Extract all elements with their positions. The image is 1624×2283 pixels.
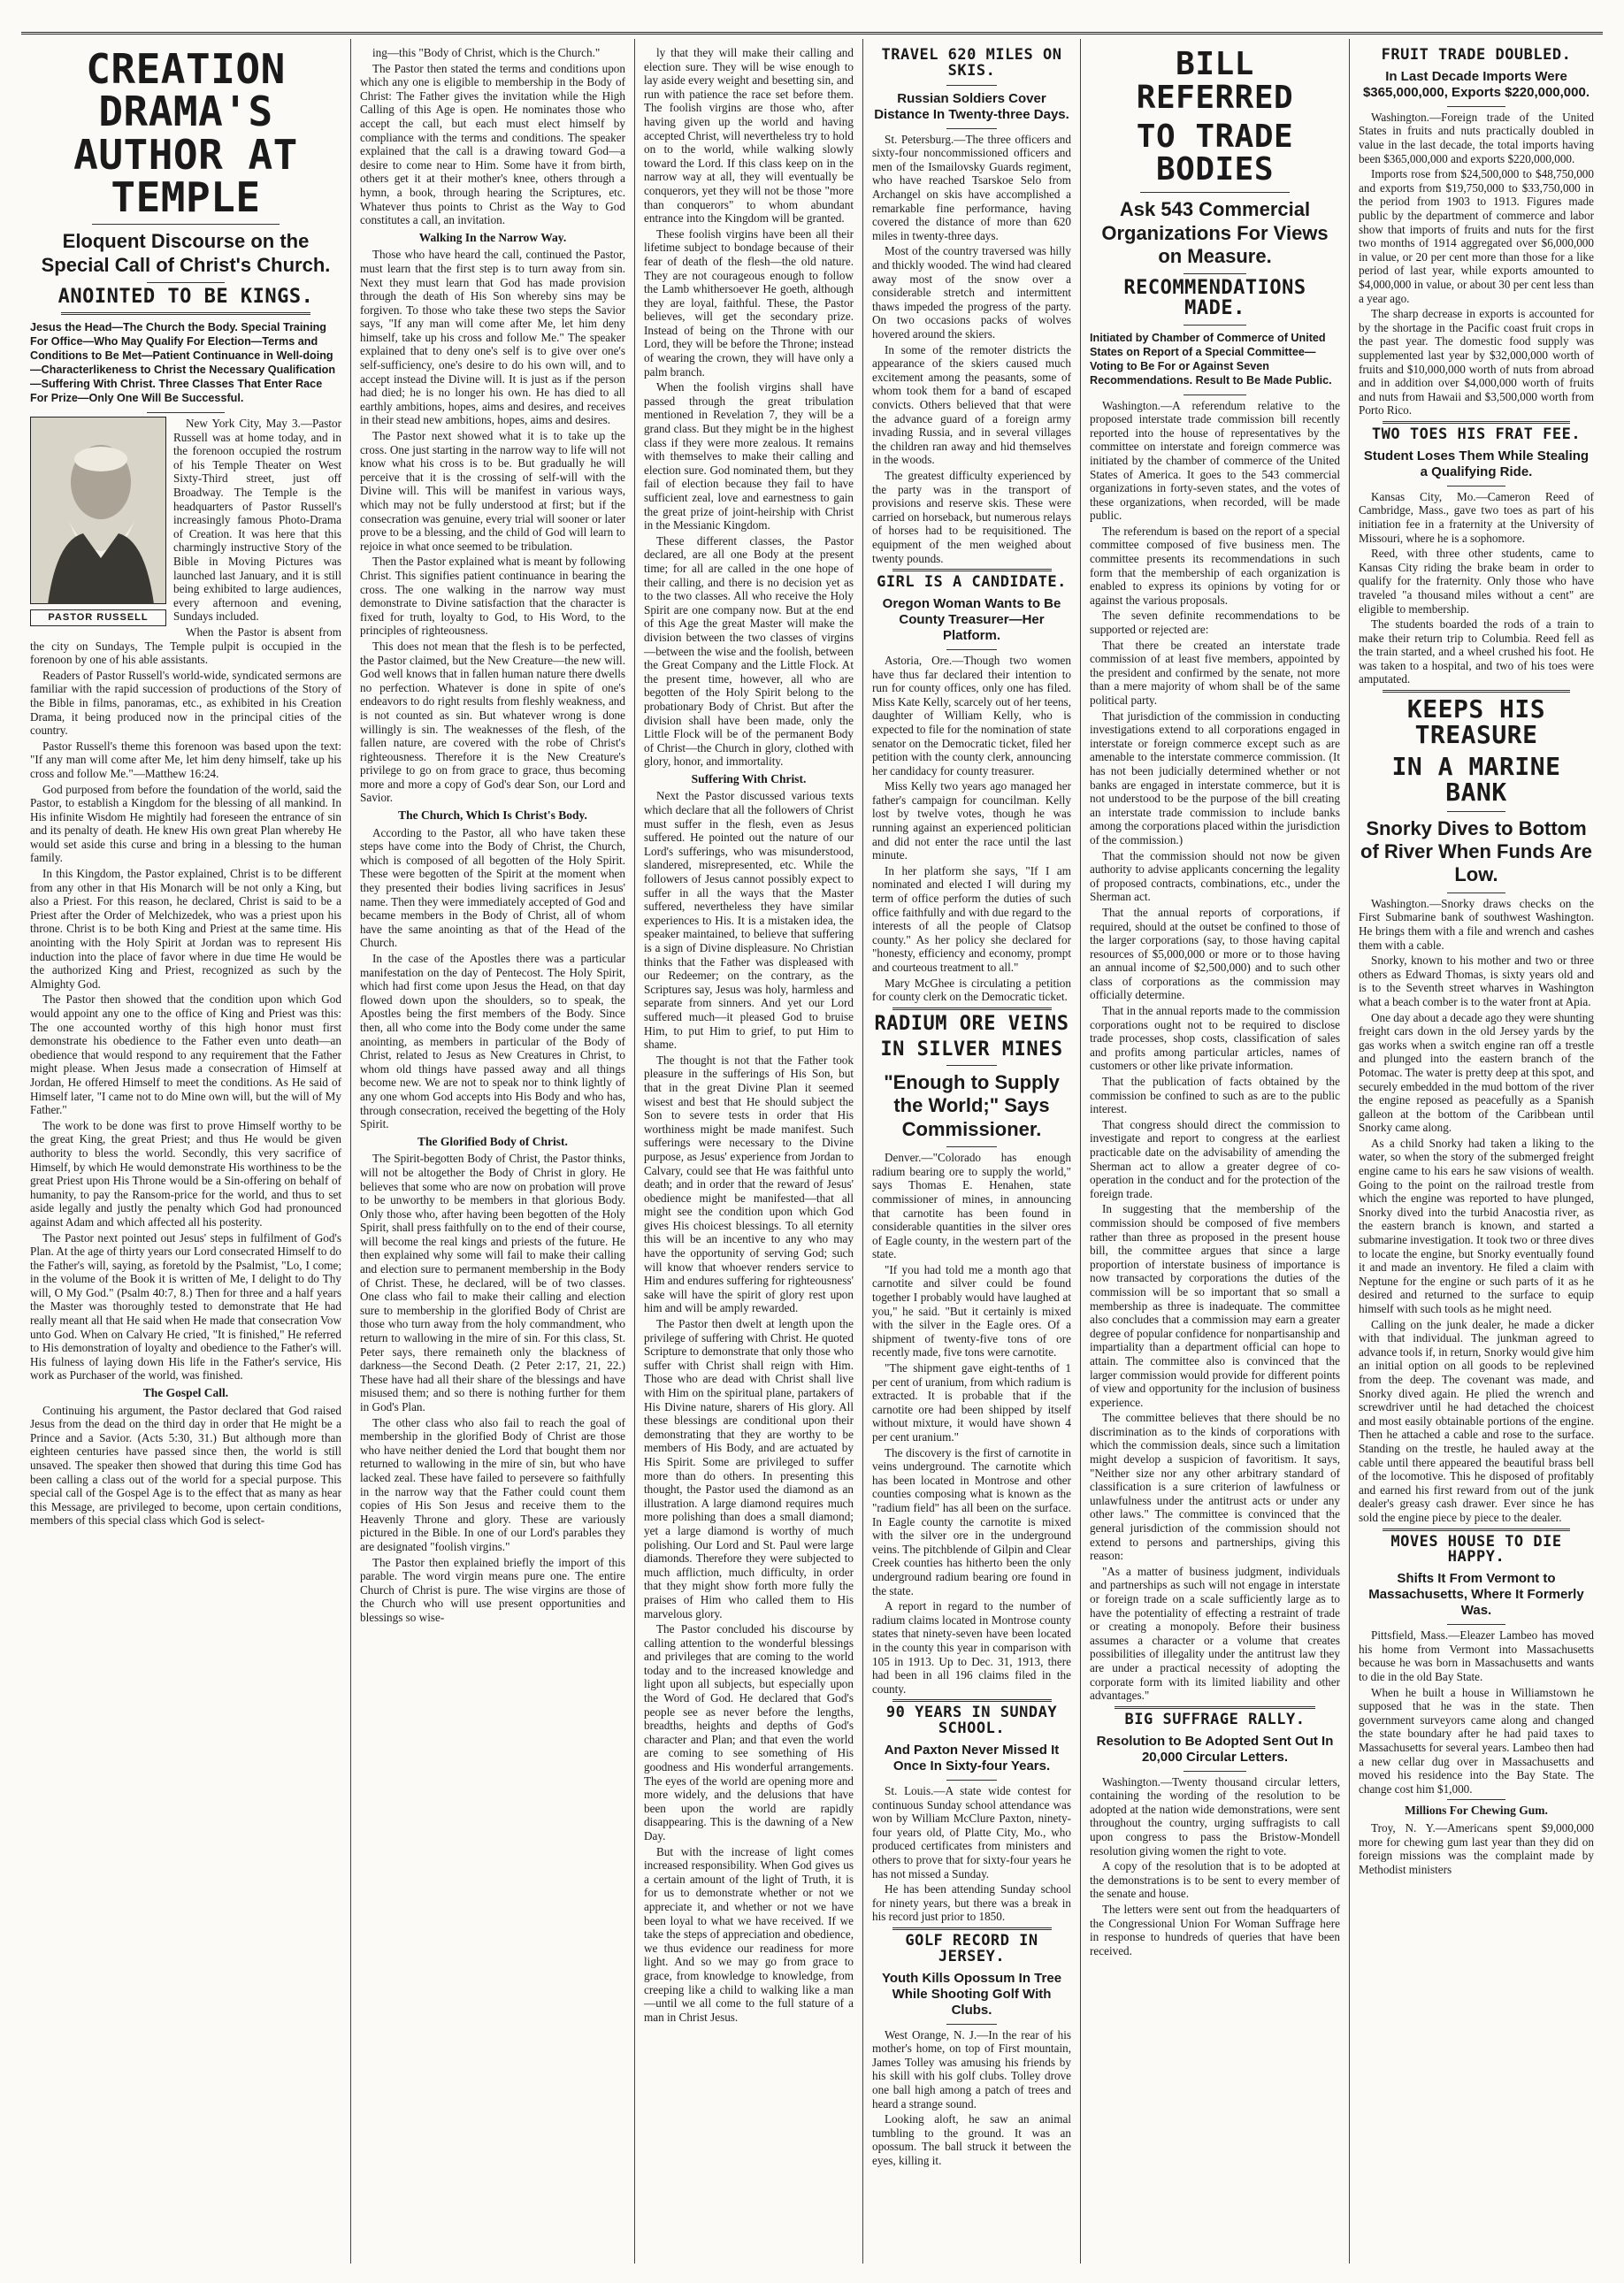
divider [946, 1146, 996, 1147]
paragraph: That congress should direct the commission to investigate and report to congress at the earliest practicable date on the advisability of amending the Sherman act to allow a greater degree of co-operation in the conduct and for the protection of the foreign trade. [1090, 1117, 1340, 1200]
paragraph: That in the annual reports made to the commission corporations ought not to be required to disclose trade processes, shop costs, classification of sales and profits among particular articles, names of customers or other like private information. [1090, 1004, 1340, 1073]
paragraph: Then the Pastor explained what is meant by following Christ. This signifies patient continuance in bearing the cross. The one walking in the narrow way must demonstrate to Divine satisfaction that the character is fixed for truth, loyalty to God, to His Word, to the principles of righteousness. [360, 555, 625, 638]
section-head: The Gospel Call. [142, 1386, 229, 1400]
summary-trade: Initiated by Chamber of Commerce of United States on Report of a Special Committee—Voting to Be For or Against Seven Recommendations. Result to Be Made Public. [1090, 331, 1332, 387]
headline-treasure-2: IN A MARINE BANK [1391, 751, 1561, 808]
paragraph: Pittsfield, Mass.—Eleazer Lambeo has moved his home from Vermont into Massachusetts because he was born in Massachusetts and wants to die in the old Bay State. [1359, 1628, 1594, 1683]
summary-creation-drama: Jesus the Head—The Church the Body. Special Training For Office—Who May Qualify For Election—Terms and Conditions to Be Met—Patient Continuance in Well-doing—Characterlikeness to Christ the Necessary Qualification—Suffering With Christ. Three Classes That Enter Race For Prize—Only One Will Be Successful. [30, 321, 336, 405]
divider [1184, 1771, 1246, 1772]
paragraph: One day about a decade ago they were shunting freight cars down in the old Jersey yards by the gas works when a switch engine ran off a trestle and plunged into the eastern branch of the Potomac. The water is pretty deep at this spot, and securely embedded in the mud bottom of the river the engine reposed as peacefully as a Spanish galleon at the bottom of the Caribbean until Snorky came along. [1359, 1010, 1595, 1135]
column-4 [863, 39, 1081, 2264]
paragraph: A copy of the resolution that is to be adopted at the demonstrations is to be sent to every member of the senate and house. [1090, 1859, 1340, 1901]
paragraph: In her platform she says, "If I am nominated and elected I will during my term of office perform the duties of such office faithfully and with due regard to the interests of all the people of Clatsop county." As her policy she declared for "honesty, efficiency and economy, prompt and courteous treatment to all." [872, 863, 1071, 974]
paragraph: Imports rose from $24,500,000 to $48,750,000 and exports from $19,750,000 to $33,750,000 in the period from 1903 to 1913. Figures made public by the department of commerce and labor show that imports of fruits and nuts for the first two months of 1914 aggregated over $6,000,000 in value, or 20 per cent more than those for a like period of last year, while exports amounted to $4,000,000 in value, or about 30 per cent less than a year ago. [1359, 167, 1594, 305]
paragraph: The Pastor then showed that the condition upon which God would appoint any one to the office of King and Priest was this: The one accounted worthy of this high honor must first demonstrate his obedience to the Father even unto death—an obedience that would respond to any requirement that the Father might please. When Jesus made a consecration of Himself at Jordan, He offered Himself to meet the conditions. As He said of Himself later, "I came not to do Mine own will, but the will of My Father." [30, 992, 341, 1117]
paragraph: In this Kingdom, the Pastor explained, Christ is to be different from any other in that His Monarch will be not only a King, but also a Priest. For this reason, he declared, Christ is said to be a Priest after the Order of Melchizedek, who was a priest upon his throne. Christ is to be both King and Priest at the same time. His anointing with the Holy Spirit at Jordan was to represent His induction into the place of favor where in due time He would be the authorized King and Priest, recognized as such by the Almighty God. [30, 867, 341, 991]
paragraph: St. Louis.—A state wide contest for continuous Sunday school attendance was won by William McClure Paxton, ninety-four years old, of Platte City, Mo., who produced certificates from ministers and others to prove that for sixty-four years he has not missed a Sunday. [872, 1783, 1071, 1881]
headline-suffrage: BIG SUFFRAGE RALLY. [1124, 1710, 1306, 1728]
paragraph: The other class who also fail to reach the goal of membership in the glorified Body of Christ are those who have neither denied the Lord that bought them nor returned to wallowing in the mire of sin, but who have lacked zeal. These have failed to persevere so faithfully in the narrow way that the Father could count them copies of His Son Jesus and receive them to the Heavenly Throne and glory. These are variously pictured in the Bible. In one of our Lord's parables they are designated "foolish virgins." [360, 1415, 625, 1553]
headline-chewing-gum: Millions For Chewing Gum. [1405, 1804, 1548, 1818]
headline-treasure-1: KEEPS HIS TREASURE [1406, 694, 1546, 750]
paragraph: Washington.—Snorky draws checks on the First Submarine bank of southwest Washington. He brings them with a file and wrench and cashes them with a cable. [1359, 896, 1594, 952]
paragraph: Mary McGhee is circulating a petition for county clerk on the Democratic ticket. [872, 976, 1071, 1004]
paragraph: Washington.—Twenty thousand circular letters, containing the wording of the resolution to be adopted at the nation wide demonstrations, were sent throughout the country, urging suffragists to call upon congress to pass the Bristow-Mondell resolution giving women the right to vote. [1090, 1774, 1340, 1858]
paragraph: That the publication of facts obtained by the commission be confined to such as are to the public interest. [1090, 1075, 1340, 1116]
page-top-rule [21, 32, 1603, 34]
deck-frat-fee: Student Loses Them While Stealing a Qualifying Ride. [1363, 448, 1590, 479]
divider [61, 312, 310, 315]
paragraph: Washington.—A referendum relative to the proposed interstate trade commission bill recently reported into the house of representatives by the committee on interstate and foreign commerce was initiated by the chamber of commerce of the United States of America. It goes to the 543 commercial organizations in forty-seven states, and the votes of these organizations, when recorded, will be made public. [1090, 398, 1340, 523]
paragraph: Miss Kelly two years ago managed her father's campaign for councilman. Kelly lost by twelve votes, though he was running against an experienced politician and did not enter the race until the last minute. [872, 779, 1071, 862]
deck-trade: Ask 543 Commercial Organizations For Views on Measure. [1101, 198, 1329, 267]
divider [1447, 811, 1506, 812]
divider [147, 282, 225, 283]
headline-trade-1: BILL REFERRED [1136, 46, 1294, 116]
paragraph: Calling on the junk dealer, he made a dicker with that individual. The junkman agreed to advance tools if, in return, Snorky would give him an initial option on all goods to be replevined from the deep. The covenant was made, and Snorky dived again. He plied the wrench and screwdriver until he had detached the choicest and most easily obtainable portions of the engine. Then he attached a cable and rose to the surface. Standing on the trestle, he hauled away at the cable until there appeared the beautiful brass bell of the locomotive. This he disposed of profitably and earned his first reward from out of the junk dealer's greasy cash drawer. Ever since he has sold the engine piece by piece to the dealer. [1359, 1317, 1594, 1524]
paragraph: Kansas City, Mo.—Cameron Reed of Cambridge, Mass., gave two toes as part of his initiation fee in a fraternity at the University of Missouri, where he is a sophomore. [1359, 489, 1594, 545]
deck-sunday-school: And Paxton Never Missed It Once In Sixty-four Years. [884, 1742, 1060, 1774]
deck-radium: "Enough to Supply the World;" Says Commissioner. [884, 1070, 1060, 1140]
subhead-recommendations: RECOMMENDATIONS MADE. [1123, 277, 1306, 320]
paragraph: According to the Pastor, all who have taken these steps have come into the Body of Christ, the Church, which is composed of all begotten of the Holy Spirit. These were begotten of the Spirit at the moment when they presented their bodies living sacrifices in Jesus' name. Then they were immediately accepted of God and became members in the Body of Christ, all of whom have the same anointing as that of the Head of the Church. [360, 825, 625, 950]
paragraph: The work to be done was first to prove Himself worthy to be the great King, the great Priest; and thus He would be given authority to bless the world. Secondly, this very sacrifice of Himself, by which He would demonstrate His worthiness to be the great Priest upon His Throne would be a Sin-offering on behalf of humanity, to pay the Ransom-price for the world, and thus to set aside legally and justly the penalty which God had pronounced against Adam and which affected all his posterity. [30, 1118, 341, 1229]
paragraph: Snorky, known to his mother and two or three others as Edward Thomas, is sixty years old and is to the Seventh street wharves in Washington what a beach comber is to the water front at Apia. [1359, 954, 1594, 1008]
deck-treasure: Snorky Dives to Bottom of River When Funds Are Low. [1360, 816, 1592, 886]
paragraph: In suggesting that the membership of the commission should be composed of five members rather than three as proposed in the present house bill, the committee argues that since a large proportion of interstate business of importance is now transacted by corporations the duties of the commission will be so important that so small a membership as three is inadequate. The committee also concludes that a commission may earn a greater degree of popular confidence for nonpartisanship and impartiality than a department official can hope to attain. The committee also is convinced that the larger commission would provide for different points of view and opportunity for the inclusion of business experience. [1090, 1202, 1340, 1409]
divider [946, 85, 996, 86]
headline-skis: TRAVEL 620 MILES ON SKIS. [881, 46, 1062, 80]
deck-creation-drama: Eloquent Discourse on the Special Call of Christ's Church. [41, 230, 331, 276]
paragraph: That there be created an interstate trade commission of at least five members, appointed by the president and confirmed by the senate, not more than a mere majority of whom shall be of the same political party. [1090, 638, 1340, 708]
headline-fruit-trade: FRUIT TRADE DOUBLED. [1381, 46, 1572, 64]
paragraph: A report in regard to the number of radium claims located in Montrose county states that ninety-seven have been located in the county this year in comparison with 105 in 1913. Up to Dec. 31, 1913, there had been in all 196 claims filed in the county. [872, 1599, 1071, 1696]
paragraph: The sharp decrease in exports is accounted for by the shortage in the Pacific coast fruit crops in the past year. The domestic food supply was supplemented last year by $32,000,000 worth of fruits and $10,000,000 worth of nuts from abroad and in addition over $4,000,000 worth of fruits and nuts from Hawaii and $3,500,000 worth from Porto Rico. [1359, 307, 1594, 418]
paragraph: The discovery is the first of carnotite in veins underground. The carnotite which has been located in Montrose and other counties composing what is known as the "radium field" has all been on the surface. In Eagle county the carnotite is mixed with the silver ore in the underground veins. The pitchblende of Gilpin and Clear Creek counties has hitherto been the only underground radium bearing ore found in the state. [872, 1445, 1071, 1597]
deck-fruit-trade: In Last Decade Imports Were $365,000,000, Exports $220,000,000. [1362, 68, 1590, 100]
paragraph: The Pastor then dwelt at length upon the privilege of suffering with Christ. He quoted Scripture to demonstrate that only those who suffer with Christ shall reign with Him. Those who are dead with Christ shall live with Him on the spiritual plane, partakers of His Divine nature, sharers of His glory. All these blessings are conditional upon their demonstrating that they are worthy to be members of His Body, and are actuated by His Spirit. Some are privileged to suffer more than do others. In presenting this thought, the Pastor used the diamond as an illustration. A large diamond requires much more polishing than does a small diamond; yet a large diamond is worthy of much polishing. Our Lord and St. Paul were large diamonds. Therefore they were subjected to much affliction, much difficulty, in order that they might show forth more fully the praises of Him who called them to His marvelous glory. [644, 1317, 854, 1620]
paragraph: The Pastor next showed what it is to take up the cross. One just starting in the narrow way to life will not know what his cross is to be. But gradually he will perceive that it is the crossing of self-will with the Divine will. This will be manifest in various ways, which may not be fully understood at first; but if the consecration was genuine, every trial will sooner or later prove to be a blessing, and the child of God will learn to rejoice in what once seemed to be tribulation. [360, 429, 625, 553]
subhead-anointed: ANOINTED TO BE KINGS. [57, 285, 314, 308]
paragraph: "If you had told me a month ago that carnotite and silver could be found together I probably would have laughed at you," he said. "But it certainly is mixed with the silver in the Eagle ores. Of a shipment of twenty-five tons of ore recently made, five tons were carnotite. [872, 1262, 1071, 1360]
divider [1184, 325, 1246, 326]
divider [946, 128, 996, 129]
paragraph: The Pastor then stated the terms and conditions upon which any one is eligible to membership in the Body of Christ: The Father gives the invitation while the High Calling of this Age is open. He nominates those who accept the call, but each must elect himself by compliance with the terms and conditions. The speaker explained that the call is a drawing toward God—a desire to come near to Him. Some have it from birth, others get it at their mother's knee, others through a hymn, a book, through hearing the Scriptures, etc. Whatever thus points to Christ as the Way to God constitutes a call, an invitation. [360, 61, 625, 227]
deck-candidate: Oregon Woman Wants to Be County Treasurer—Her Platform. [882, 595, 1061, 643]
paragraph: In the case of the Apostles there was a particular manifestation on the day of Pentecost. The Holy Spirit, which had first come upon Jesus the Head, on that day flowed down upon the shoulders, so to speak, the Apostles being the first members of the Body. Since then, all who come into the Body come under the same anointing, as members in particular of the Body of Christ, related to Jesus as New Creatures in Christ, to whom old things have passed away and all things become new. We are not to speak nor to think lightly of any one whom God accepts into His Body and who has, through consecration, received the begetting of the Holy Spirit. [360, 952, 625, 1131]
section-head: Suffering With Christ. [691, 771, 807, 785]
divider [946, 2024, 996, 2025]
paragraph: West Orange, N. J.—In the rear of his mother's home, on top of First mountain, James Tolley was amusing his friends by his skill with his golf clubs. Tolley drove one ball high among a patch of trees and heard a strange sound. [872, 2027, 1071, 2111]
paragraph: These foolish virgins have been all their lifetime subject to bondage because of their fear of death of the flesh—the old nature. They are not courageous enough to follow the Lamb whithersoever He goeth, although they are loyal, faithful. These, the Pastor believes, will get the secondary prize. Instead of being on the Throne with our Lord, they will be before the Throne; instead of wearing the crown, they will have only a palm branch. [644, 226, 854, 379]
pastor-photo-block [30, 417, 166, 626]
paragraph: That the annual reports of corporations, if required, should at the outset be confined to those of the larger corporations (say, to those having capital resources of $5,000,000 or more or to those having an annual income of $2,500,000) and to such other class of corporations as the commission may officially determine. [1090, 905, 1340, 1002]
divider [892, 1699, 1052, 1702]
paragraph: St. Petersburg.—The three officers and sixty-four noncommissioned officers and men of the Ismailovsky Guards regiment, who have reached Tsarskoe Selo from Archangel on skis have accomplished a remarkable fine performance, having covered the distance of more than 620 miles in twenty-three days. [872, 132, 1071, 242]
paragraph: But with the increase of light comes increased responsibility. When God gives us a certain amount of the light of Truth, it is for us to demonstrate whether or not we appreciate it, and whether or not we have been loyal to what we have received. If we take the steps of appreciation and obedience, we thus evidence our readiness for more light. And so we may go from grace to grace, from knowledge to knowledge, from creeping like a child to walking like a man—until we all come to the full stature of a man in Christ Jesus. [644, 1844, 854, 2024]
column-1 [21, 39, 351, 2264]
paragraph: He has been attending Sunday school for ninety years, but there was a break in his record just prior to 1850. [872, 1882, 1071, 1924]
headline-moves-house: MOVES HOUSE TO DIE HAPPY. [1390, 1532, 1562, 1567]
paragraph: The Pastor then explained briefly the import of this parable. The word virgin means pure one. The entire Church of Christ is pure. The wise virgins are those of the Church who will use present opportunities and blessings so wise- [360, 1555, 625, 1624]
paragraph: The Spirit-begotten Body of Christ, the Pastor thinks, will not be altogether the Body of Christ in glory. He believes that some who are now on probation will prove to be unworthy to be members in that glorious Body. Only those who, after having been begotten of the Holy Spirit, shall press faithfully on to the end of their course, will become the real kings and priests of the future. He then explained why some will fail to make their calling and election sure to permanent membership in the Body of Christ. These, he declared, will be of two classes. One class who fail to make their calling and election sure to membership in the glorified Body of Christ are those who turn away from the holy commandment, who return to wallowing in the mire of sin. For this class, St. Peter says, there remaineth only the blackness of darkness—the Second Death. (2 Peter 2:17, 21, 22.) These have had all their share of the blessings and have misused them; and so there is nothing further for them in God's Plan. [360, 1152, 625, 1413]
deck-golf: Youth Kills Opossum In Tree While Shooting Golf With Clubs. [881, 1970, 1062, 2018]
headline-radium-1: RADIUM ORE VEINS [874, 1012, 1069, 1035]
divider [1383, 421, 1571, 424]
paragraph: When the foolish virgins shall have passed through the great tribulation mentioned in Revelation 7, they will be a grand class. But they might be in the highest class if they were more zealous. It remains with themselves to make their calling and election sure. God nominated them, but they fail of election because they fail to have sufficient zeal, love and earnestness to gain the great prize of joint-heirship with Christ in the Messianic Kingdom. [644, 380, 854, 532]
section-head: Walking In the Narrow Way. [418, 230, 567, 244]
paragraph: Washington.—Foreign trade of the United States in fruits and nuts practically doubled in value in the last decade, the total imports having been $365,000,000 and exports $220,000,000. [1359, 110, 1594, 165]
paragraph: The Pastor concluded his discourse by calling attention to the wonderful blessings and privileges that are coming to the world today and to the increased knowledge and light upon all subjects, but especially upon the Word of God. He declared that God's people see as never before the lengths, breadths, heights and depths of God's character and Plan; and that even the world are coming to see something of His goodness and His wonderful arrangements. The eyes of the world are opening more and more widely, and the delusions that have been upon the world are rapidly disappearing. This is the dawning of a New Day. [644, 1622, 854, 1842]
paragraph: The seven definite recommendations to be supported or rejected are: [1090, 609, 1340, 637]
headline-golf: GOLF RECORD IN JERSEY. [905, 1931, 1038, 1965]
headline-trade-2: TO TRADE BODIES [1136, 118, 1294, 188]
paragraph: When he built a house in Williamstown he supposed that he was in the state. Then government surveyors came along and changed the state boundary after he had paid taxes to Massachusetts for several years. Lambeo then had a new cellar dug over in Massachusetts and moved his residence into the Bay State. The change cost him $1,000. [1359, 1685, 1594, 1796]
paragraph: In some of the remoter districts the appearance of the skiers caused much excitement among the peasants, some of whom took them for a band of escaped convicts. Others believed that that were the advance guard of a foreign army invading Russia, and in several villages the children ran away and hid themselves in the woods. [872, 342, 1071, 467]
divider [1115, 1706, 1314, 1709]
divider [946, 1780, 996, 1781]
section-head: The Glorified Body of Christ. [417, 1134, 568, 1148]
paragraph: The greatest difficulty experienced by the party was in the transport of provisions and reserve skis. These were carried on horseback, but numerous relays of horses had to be requisitioned. The equipment of the men weighed about twenty pounds. [872, 468, 1071, 565]
pastor-portrait-image [30, 417, 166, 604]
divider [1383, 690, 1571, 693]
column-6 [1350, 39, 1603, 2264]
paragraph: "The shipment gave eight-tenths of 1 per cent of uranium, from which radium is extracted. It is probable that if the carnotite ore had been shipped by itself without mixture, it would have shown 4 per cent uranium." [872, 1361, 1071, 1444]
headline-frat-fee: TWO TOES HIS FRAT FEE. [1371, 425, 1582, 443]
divider [946, 1065, 996, 1066]
paragraph: God purposed from before the foundation of the world, said the Pastor, to establish a Kingdom for the blessing of all mankind. In His infinite Wisdom He mightily had foreseen the entrance of sin and its penalty of death. He knew His own great Plan whereby He would set aside this curse and bring in a blessing to the human family. [30, 782, 341, 865]
divider [892, 1007, 1052, 1010]
divider [1140, 192, 1291, 193]
paragraph: Pastor Russell's theme this forenoon was based upon the text: "If any man will come after Me, let him deny himself, take up his cross and follow Me."—Matthew 16:24. [30, 739, 341, 780]
headline-sunday-school: 90 YEARS IN SUNDAY SCHOOL. [885, 1704, 1058, 1738]
divider [1184, 273, 1246, 274]
paragraph: When the Pastor is absent from the city on Sundays, The Temple pulpit is occupied in the forenoon by one of his able assistants. [30, 624, 341, 667]
paragraph: Most of the country traversed was hilly and thickly wooded. The wind had cleared away most of the snow over a considerable stretch and intermittent thaws impeded the progress of the party. On two occasions packs of wolves hovered around the skiers. [872, 244, 1071, 341]
column-5 [1081, 39, 1350, 2264]
deck-moves-house: Shifts It From Vermont to Massachusetts, Where It Formerly Was. [1368, 1571, 1584, 1619]
paragraph: Denver.—"Colorado has enough radium bearing ore to supply the world," says Thomas E. Henahen, state commissioner of mines, in announcing that carnotite has been found in considerable quantities in the silver ores of Eagle county, in the western part of the state. [872, 1151, 1071, 1261]
paragraph: Readers of Pastor Russell's world-wide, syndicated sermons are familiar with the rapid succession of productions of the Story of the Bible in films, panoramas, etc., as exhibited in his Creation Drama, it being produced now in the principal cities of the country. [30, 668, 341, 738]
headline-creation-drama: CREATION DRAMA'S AUTHOR AT TEMPLE [73, 45, 298, 221]
photo-caption: PASTOR RUSSELL [30, 609, 166, 627]
deck-suffrage: Resolution to Be Adopted Sent Out In 20,000 Circular Letters. [1096, 1733, 1334, 1765]
paragraph: The committee believes that there should be no discrimination as to the kinds of corporations with which the commission deals, since such a limitation might develop a suspicion of favoritism. It says, "Neither size nor any other arbitrary standard of classification is a sure criterion of lawfulness or unlawfulness under the antitrust acts or under any other laws." The committee is convinced that the general jurisdiction of the commission should not extend to persons and partnerships, giving this reason: [1090, 1411, 1340, 1563]
headline-candidate: GIRL IS A CANDIDATE. [877, 573, 1067, 592]
divider [147, 412, 225, 413]
paragraph: The thought is not that the Father took pleasure in the sufferings of His Son, but that in the great Divine Plan it seemed wisest and best that He should subject the Son to severe tests in order that His worthiness might be made manifest. Such sufferings were necessary to the Divine purpose, as Jesus' experience from Jordan to Calvary, could see that He was faithful unto death; and in order that the reward of Jesus' obedience might be manifested—that all might see the condition upon which God gives His choicest blessings. To all eternity this will be an incentive to any who may have the opportunity of serving God; such will know that whoever renders service to Him and endures suffering for righteousness' sake will have the spirit of glory rest upon him and will be amply rewarded. [644, 1053, 854, 1315]
paragraph: That the commission should not now be given authority to advise applicants concerning the legality of proposed contracts, combinations, etc., under the Sherman act. [1090, 848, 1340, 904]
divider [1447, 106, 1506, 107]
divider [1383, 1528, 1571, 1531]
paragraph: The letters were sent out from the headquarters of the Congressional Union For Woman Suffrage here in response to hundreds of queries that have been received. [1090, 1902, 1340, 1957]
paragraph: Looking aloft, he saw an animal tumbling to the ground. It was an opossum. The ball struck it between the eyes, killing it. [872, 2112, 1071, 2167]
paragraph: This does not mean that the flesh is to be perfected, the Pastor claimed, but the New Creature—the new will. God well knows that in fallen human nature there dwells no perfection. Whatever is done in spite of one's endeavors to do right results from fleshly weakness, and is not counted as sin. But whatever wrong is done willingly is sin. The weaknesses of the flesh, of the fallen nature, are covered with the robe of Christ's righteousness. Therefore it is the New Creature's privilege to go on from grace to grace, thus becoming more and more a copy of God's dear Son, our Lord and Savior. [360, 639, 625, 805]
section-head: The Church, Which Is Christ's Body. [398, 808, 587, 823]
divider [92, 224, 279, 225]
paragraph: As a child Snorky had taken a liking to the water, so when the story of the submerged freight engine came to his ears he saw visions of wealth. Going to the point on the railroad trestle from which the engine was reported to have plunged, Snorky dived into the turbid Anacostia river, as the eastern branch is known, and started a submarine investigation. It took two or three dives to locate the engine, but Snorky eventually found it and made an inventory. He filed a claim with Neptune for the engine or such parts of it as he desired and returned to the surface to equip himself with such tools as he might need. [1359, 1136, 1594, 1316]
paragraph: The students boarded the rods of a train to make their return trip to Columbia. Reed fell as the train started, and a wheel crushed his foot. He was taken to a hospital, and two of his toes were amputated. [1359, 617, 1594, 686]
paragraph: Next the Pastor discussed various texts which declare that all the followers of Christ must suffer in the flesh, even as Jesus suffered. He pointed out the nature of our Lord's sufferings, who was misunderstood, slandered, misrepresented, etc. While the followers of Jesus cannot possibly expect to suffer in all the ways that the Master suffered, nevertheless they have similar experiences to His. It is a mistaken idea, the speaker maintained, to believe that suffering is a sign of Divine displeasure. No Christian thinks that the Father was displeased with our Redeemer; on the contrary, as the Scriptures say, Jesus was holy, harmless and separate from sinners. And yet our Lord suffered much—it pleased God to bruise Him, to put Him to grief, to put Him to shame. [644, 789, 854, 1052]
paragraph: These different classes, the Pastor declared, are all one Body at the present time; for all are called in the one hope of their calling, and there is no decision yet as to the two classes. All who receive the Holy Spirit are one company now. But at the end of this Age the great Master will make the division between the two classes of virgins—between the wise and the foolish, between the Great Company and the Little Flock. At the present time, however, all who are begotten of the Holy Spirit belong to the probationary Body of Christ. But after the division shall have been made, only the Little Flock will be of the permanent Body of Christ—the Church in glory, clothed with glory, honor, and immortality. [644, 533, 854, 769]
paragraph: Troy, N. Y.—Americans spent $9,000,000 more for chewing gum last year than they did on foreign missions was the complaint made by Methodist ministers [1359, 1820, 1594, 1876]
column-2 [351, 39, 635, 2264]
paragraph: New York City, May 3.—Pastor Russell was at home today, and in the forenoon occupied the rostrum of his Temple Theater on West Sixty-Third street, just off Broadway. The Temple is the headquarters of Pastor Russell's increasingly famous Photo-Drama of Creation. It was here that this charmingly instructive Story of the Bible in Moving Pictures was launched last January, and it is still being exhibited to large audiences, every afternoon and evening, Sundays included. [173, 417, 341, 624]
paragraph: ly that they will make their calling and election sure. They will be wise enough to lay aside every weight and besetting sin, and run with patience the race set before them. The foolish virgins are those who, after having given up the world and having accepted Christ, will nevertheless try to hold on to the world, while walking slowly toward the Lord. If this class keep on in the narrow way at all, they will eventually be conquerors, yet they will not be those "more than conquerors" to whom abundant entrance into the Kingdom will be granted. [644, 46, 854, 226]
column-3 [635, 39, 863, 2264]
paragraph: ing—this "Body of Christ, which is the Church." [372, 46, 601, 59]
divider [1447, 1624, 1506, 1625]
paragraph: "As a matter of business judgment, individuals and partnerships as such will not engage in interstate or foreign trade on a scale sufficiently large as to have the potentiality of effecting a restraint of trade or creating a monopoly. Before their business assumes a character or a volume that creates possibilities of illegality under the antitrust law they are under a practical necessity of adopting the corporate form with its limited liability and other advantages." [1090, 1564, 1340, 1703]
divider [892, 569, 1052, 571]
deck-skis: Russian Soldiers Cover Distance In Twenty-three Days. [874, 90, 1069, 122]
divider [1447, 1799, 1506, 1800]
divider [946, 649, 996, 650]
headline-radium-2: IN SILVER MINES [880, 1038, 1063, 1061]
paragraph: Those who have heard the call, continued the Pastor, must learn that the first step is to turn away from sin. Next they must learn that God has made provision through the death of His Son whereby sins may be forgiven. To those who take these two steps the Savior says, "If any man will come after Me, let him deny himself, take up his cross and follow Me." The speaker explained that to deny one's self is to give over one's self-sufficiency, one's desire to do his own will, and to accept instead the Divine will. It is just as if the person had died; he is no longer his own. He has died to all earthly ambitions, hopes, aims and desires, and receives in their stead new ambitions, hopes, aims and desires. [360, 248, 625, 427]
paragraph: The referendum is based on the report of a special committee composed of five business men. The committee presents its recommendations in such form that the membership of each organization is enabled to express its opinions by voting for or against the various proposals. [1090, 524, 1340, 607]
divider [892, 1927, 1052, 1930]
paragraph: The Pastor next pointed out Jesus' steps in fulfilment of God's Plan. At the age of thirty years our Lord consecrated Himself to do the Father's will, saying, as foretold by the Psalmist, "Lo, I come; in the volume of the Book it is written of Me, I delight to do Thy will, O My God." (Psalm 40:7, 8.) Then for three and a half years the Master was thoroughly tested to demonstrate that He had really meant all that He said when He made that consecration Vow unto God. When on Calvary He cried, "It is finished," He referred to His demonstration of loyalty and obedience to the Father's will. His fulness of laying down His life in the Father's service, His work as Purchaser of the world, was finished. [30, 1230, 341, 1383]
paragraph: That jurisdiction of the commission in conducting investigations extend to all corporations engaged in interstate or foreign commerce except such as are amenable to the interstate commerce commission. (It has not been judicially determined whether or not banks are engaged in interstate commerce, but it is not understood to be the purpose of the bill creating an interstate trade commission to include banks among the corporations placed within the jurisdiction of the commission.) [1090, 709, 1340, 847]
paragraph: Reed, with three other students, came to Kansas City riding the brake beam in order to qualify for the fraternity. Only those who have traveled "a thousand miles without a cent" are eligible to membership. [1359, 547, 1594, 616]
paragraph: Continuing his argument, the Pastor declared that God raised Jesus from the dead on the third day in order that He might be a Prince and a Savior. (Acts 5:30, 31.) But although more than eighteen centuries have passed since then, the world is still unsaved. The speaker then showed that during this time God has been calling a class out of the world for a special purpose. This special call of the Gospel Age is to the effect that as many as hear this Message, are privileged to become, upon certain conditions, members of this special class which God is select- [30, 1403, 341, 1528]
paragraph: Astoria, Ore.—Though two women have thus far declared their intention to run for county offices, only one has filed. Miss Kate Kelly, scarcely out of her teens, daughter of William Kelly, who is expected to file for the nomination of state senator on the Democratic ticket, filed her petition with the county clerk, announcing her candidacy for county treasurer. [872, 653, 1071, 778]
